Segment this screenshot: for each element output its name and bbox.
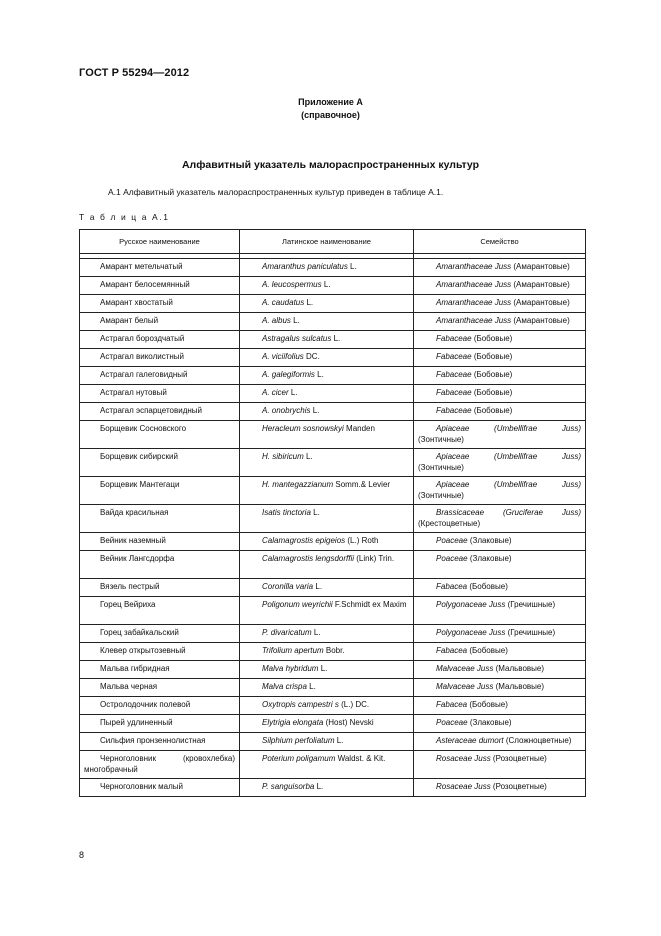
latin-author: L. bbox=[331, 334, 341, 343]
latin-author: (Link) Trin. bbox=[354, 554, 395, 563]
latin-species-name: H. sibiricum bbox=[262, 452, 304, 461]
table-row bbox=[80, 421, 586, 449]
family-latin-name: Amaranthaceae Juss bbox=[436, 316, 512, 325]
latin-species-name: Malva hybridum bbox=[262, 664, 319, 673]
table-row bbox=[80, 779, 586, 797]
cell-russian-name: Борщевик сибирский bbox=[80, 449, 240, 477]
family-russian-name: (Розоцветные) bbox=[490, 754, 547, 763]
cell-family bbox=[414, 551, 586, 579]
cell-russian-name: Амарант белосемянный bbox=[80, 277, 240, 295]
latin-species-name: Poterium poligamum bbox=[262, 754, 336, 763]
table-row bbox=[80, 449, 586, 477]
family-russian-name: (Бобовые) bbox=[471, 388, 513, 397]
family-latin-name: Fabaceae bbox=[436, 406, 472, 415]
latin-author: L. bbox=[310, 406, 320, 415]
appendix-block bbox=[0, 96, 661, 122]
cell-latin-name bbox=[240, 385, 414, 403]
cell-russian-name: Клевер открытозевный bbox=[80, 643, 240, 661]
cell-russian-name: Сильфия пронзеннолистная bbox=[80, 733, 240, 751]
latin-species-name: Silphium perfoliatum bbox=[262, 736, 335, 745]
latin-species-name: Heracleum sosnowskyi bbox=[262, 424, 344, 433]
page-number: 8 bbox=[79, 850, 85, 860]
family-latin-name: Fabaceae bbox=[436, 388, 472, 397]
latin-author: Bobr. bbox=[323, 646, 345, 655]
table-row bbox=[80, 715, 586, 733]
cell-family bbox=[414, 697, 586, 715]
cell-russian-name: Черноголовник (кровохлебка) многобрачный bbox=[80, 751, 240, 779]
table-row bbox=[80, 403, 586, 421]
latin-author: Somm.& Levier bbox=[333, 480, 391, 489]
family-russian-name: (Амарантовые) bbox=[511, 298, 570, 307]
cell-family bbox=[414, 313, 586, 331]
family-latin-name: Poaceae bbox=[436, 718, 468, 727]
latin-species-name: Elytrigia elongata bbox=[262, 718, 324, 727]
latin-author: L. bbox=[304, 298, 314, 307]
cell-russian-name: Амарант белый bbox=[80, 313, 240, 331]
latin-species-name: Coronilla varia bbox=[262, 582, 314, 591]
family-russian-name: (Злаковые) bbox=[467, 536, 512, 545]
cell-latin-name bbox=[240, 625, 414, 643]
table-row bbox=[80, 385, 586, 403]
family-russian-name: (Гречишные) bbox=[505, 628, 556, 637]
family-russian-name: (Бобовые) bbox=[467, 582, 508, 591]
family-latin-name: Amaranthaceae Juss bbox=[436, 262, 512, 271]
latin-author: L. bbox=[313, 582, 323, 591]
latin-species-name: Isatis tinctoria bbox=[262, 508, 311, 517]
latin-author: L. bbox=[318, 664, 328, 673]
family-latin-name: Malvaceae Juss bbox=[436, 664, 494, 673]
latin-species-name: A. caudatus bbox=[262, 298, 305, 307]
family-latin-name: Polygonaceae Juss bbox=[436, 600, 506, 609]
latin-author: L. bbox=[288, 388, 298, 397]
family-latin-name: Rosaceae Juss bbox=[436, 754, 491, 763]
latin-author: L. bbox=[310, 508, 320, 517]
table-row bbox=[80, 733, 586, 751]
cell-family bbox=[414, 679, 586, 697]
cell-family bbox=[414, 625, 586, 643]
table-row bbox=[80, 643, 586, 661]
cell-latin-name bbox=[240, 579, 414, 597]
cell-family bbox=[414, 751, 586, 779]
table-header-row bbox=[80, 230, 586, 254]
family-russian-name: (Амарантовые) bbox=[511, 262, 570, 271]
family-latin-name: Fabacea bbox=[436, 582, 468, 591]
latin-author: L. bbox=[306, 682, 316, 691]
latin-species-name: Trifolium apertum bbox=[262, 646, 324, 655]
table-row bbox=[80, 679, 586, 697]
cell-latin-name bbox=[240, 403, 414, 421]
table-row bbox=[80, 477, 586, 505]
table-row bbox=[80, 505, 586, 533]
family-russian-name: (Зонтичные) bbox=[418, 463, 464, 472]
latin-author: L. bbox=[347, 262, 357, 271]
family-latin-name: Apiaceae (Umbellifrae Juss) bbox=[436, 452, 581, 461]
cell-latin-name bbox=[240, 715, 414, 733]
cell-russian-name: Вязель пестрый bbox=[80, 579, 240, 597]
latin-author: L. bbox=[303, 452, 313, 461]
family-latin-name: Brassicaceae (Gruciferae Juss) bbox=[436, 508, 581, 517]
cell-latin-name bbox=[240, 449, 414, 477]
family-latin-name: Malvaceae Juss bbox=[436, 682, 494, 691]
appendix-title: Приложение А bbox=[298, 97, 363, 107]
cell-latin-name bbox=[240, 779, 414, 797]
cell-latin-name bbox=[240, 551, 414, 579]
latin-author: L. bbox=[334, 736, 344, 745]
family-latin-name: Poaceae bbox=[436, 536, 468, 545]
cell-latin-name bbox=[240, 697, 414, 715]
family-russian-name: (Бобовые) bbox=[467, 700, 508, 709]
cell-russian-name: Амарант хвостатый bbox=[80, 295, 240, 313]
cell-latin-name bbox=[240, 733, 414, 751]
latin-species-name: Amaranthus paniculatus bbox=[262, 262, 348, 271]
family-russian-name: (Амарантовые) bbox=[511, 280, 570, 289]
family-russian-name: (Бобовые) bbox=[471, 352, 513, 361]
cell-russian-name: Борщевик Мантегаци bbox=[80, 477, 240, 505]
family-russian-name: (Мальвовые) bbox=[493, 682, 545, 691]
cell-russian-name: Астрагал виколистный bbox=[80, 349, 240, 367]
header-family: Семейство bbox=[414, 230, 586, 254]
latin-author: F.Schmidt ex Maxim bbox=[332, 600, 407, 609]
cell-family bbox=[414, 533, 586, 551]
cell-russian-name: Вайда красильная bbox=[80, 505, 240, 533]
cell-russian-name: Горец Вейриха bbox=[80, 597, 240, 625]
cell-family bbox=[414, 505, 586, 533]
cell-latin-name bbox=[240, 367, 414, 385]
latin-author: L. bbox=[321, 280, 331, 289]
family-latin-name: Fabaceae bbox=[436, 352, 472, 361]
cell-russian-name: Борщевик Сосновского bbox=[80, 421, 240, 449]
cell-family bbox=[414, 733, 586, 751]
family-russian-name: (Розоцветные) bbox=[490, 782, 547, 791]
crops-table bbox=[79, 229, 586, 797]
cell-russian-name: Мальва гибридная bbox=[80, 661, 240, 679]
family-russian-name: (Мальвовые) bbox=[493, 664, 545, 673]
cell-family bbox=[414, 295, 586, 313]
family-latin-name: Apiaceae (Umbellifrae Juss) bbox=[436, 424, 581, 433]
cell-latin-name bbox=[240, 533, 414, 551]
cell-latin-name bbox=[240, 421, 414, 449]
cell-russian-name: Астрагал эспарцетовидный bbox=[80, 403, 240, 421]
family-latin-name: Polygonaceae Juss bbox=[436, 628, 506, 637]
family-russian-name: (Злаковые) bbox=[467, 718, 512, 727]
cell-latin-name bbox=[240, 295, 414, 313]
latin-species-name: Calamagrostis epigeios bbox=[262, 536, 346, 545]
appendix-note: (справочное) bbox=[301, 110, 360, 120]
cell-russian-name: Остролодочник полевой bbox=[80, 697, 240, 715]
latin-species-name: Malva crispa bbox=[262, 682, 307, 691]
latin-species-name: A. cicer bbox=[262, 388, 289, 397]
table-row bbox=[80, 367, 586, 385]
cell-family bbox=[414, 331, 586, 349]
cell-latin-name bbox=[240, 679, 414, 697]
family-latin-name: Fabaceae bbox=[436, 370, 472, 379]
cell-family bbox=[414, 385, 586, 403]
cell-family bbox=[414, 403, 586, 421]
cell-family bbox=[414, 449, 586, 477]
cell-russian-name: Амарант метельчатый bbox=[80, 259, 240, 277]
table-row bbox=[80, 625, 586, 643]
family-latin-name: Amaranthaceae Juss bbox=[436, 280, 512, 289]
family-russian-name: (Зонтичные) bbox=[418, 435, 464, 444]
latin-species-name: A. viciifolius bbox=[262, 352, 304, 361]
cell-latin-name bbox=[240, 505, 414, 533]
cell-family bbox=[414, 597, 586, 625]
cell-russian-name: Астрагал галеговидный bbox=[80, 367, 240, 385]
family-russian-name: (Амарантовые) bbox=[511, 316, 570, 325]
family-russian-name: (Бобовые) bbox=[471, 406, 513, 415]
family-latin-name: Amaranthaceae Juss bbox=[436, 298, 512, 307]
latin-author: L. bbox=[314, 370, 324, 379]
cell-russian-name: Пырей удлиненный bbox=[80, 715, 240, 733]
family-russian-name: (Сложноцветные) bbox=[503, 736, 572, 745]
latin-species-name: P. sanguisorba bbox=[262, 782, 315, 791]
family-latin-name: Asteraceae dumort bbox=[436, 736, 504, 745]
cell-russian-name: Астрагал бороздчатый bbox=[80, 331, 240, 349]
cell-family bbox=[414, 661, 586, 679]
document-standard-number: ГОСТ Р 55294—2012 bbox=[79, 67, 190, 79]
cell-family bbox=[414, 579, 586, 597]
latin-author: (L.) DC. bbox=[338, 700, 370, 709]
table-row bbox=[80, 277, 586, 295]
family-russian-name: (Крестоцветные) bbox=[418, 519, 481, 528]
cell-family bbox=[414, 349, 586, 367]
family-latin-name: Fabacea bbox=[436, 646, 468, 655]
table-row bbox=[80, 697, 586, 715]
table-row bbox=[80, 295, 586, 313]
latin-species-name: Astragalus sulcatus bbox=[262, 334, 332, 343]
latin-species-name: A. galegiformis bbox=[262, 370, 315, 379]
table-caption: Т а б л и ц а А.1 bbox=[79, 212, 170, 222]
section-heading: Алфавитный указатель малораспространенных культур bbox=[181, 159, 480, 171]
section-intro: А.1 Алфавитный указатель малораспространенных культур приведен в таблице А.1. bbox=[108, 187, 444, 197]
table-row bbox=[80, 551, 586, 579]
family-russian-name: (Бобовые) bbox=[471, 370, 513, 379]
latin-species-name: P. divaricatum bbox=[262, 628, 312, 637]
latin-author: DC. bbox=[303, 352, 320, 361]
cell-latin-name bbox=[240, 277, 414, 295]
table-row bbox=[80, 751, 586, 779]
latin-author: (Host) Nevski bbox=[323, 718, 374, 727]
latin-species-name: Oxytropis campestri s bbox=[262, 700, 339, 709]
cell-latin-name bbox=[240, 751, 414, 779]
header-russian-name: Русское наименование bbox=[80, 230, 240, 254]
cell-family bbox=[414, 779, 586, 797]
cell-family bbox=[414, 259, 586, 277]
family-russian-name: (Гречишные) bbox=[505, 600, 556, 609]
family-russian-name: (Бобовые) bbox=[471, 334, 513, 343]
latin-species-name: H. mantegazzianum bbox=[262, 480, 334, 489]
cell-family bbox=[414, 643, 586, 661]
cell-russian-name: Горец забайкальский bbox=[80, 625, 240, 643]
family-latin-name: Poaceae bbox=[436, 554, 468, 563]
cell-latin-name bbox=[240, 313, 414, 331]
latin-author: L. bbox=[311, 628, 321, 637]
table-row bbox=[80, 331, 586, 349]
cell-family bbox=[414, 421, 586, 449]
table-row bbox=[80, 533, 586, 551]
table-row bbox=[80, 579, 586, 597]
latin-author: L. bbox=[290, 316, 300, 325]
header-latin-name: Латинское наименование bbox=[240, 230, 414, 254]
table-row bbox=[80, 259, 586, 277]
cell-family bbox=[414, 715, 586, 733]
latin-author: L. bbox=[314, 782, 324, 791]
latin-author: Waldst. & Kit. bbox=[335, 754, 386, 763]
cell-family bbox=[414, 367, 586, 385]
cell-russian-name: Черноголовник малый bbox=[80, 779, 240, 797]
cell-latin-name bbox=[240, 643, 414, 661]
cell-family bbox=[414, 277, 586, 295]
latin-species-name: Poligonum weyrichii bbox=[262, 600, 333, 609]
table-row bbox=[80, 313, 586, 331]
latin-author: (L.) Roth bbox=[345, 536, 379, 545]
latin-species-name: Calamagrostis lengsdorffii bbox=[262, 554, 355, 563]
cell-latin-name bbox=[240, 477, 414, 505]
cell-russian-name: Астрагал нутовый bbox=[80, 385, 240, 403]
cell-russian-name: Вейник Лангсдорфа bbox=[80, 551, 240, 579]
latin-species-name: A. albus bbox=[262, 316, 291, 325]
latin-author: Manden bbox=[343, 424, 375, 433]
family-russian-name: (Бобовые) bbox=[467, 646, 508, 655]
cell-latin-name bbox=[240, 597, 414, 625]
table-row bbox=[80, 661, 586, 679]
family-russian-name: (Зонтичные) bbox=[418, 491, 464, 500]
cell-family bbox=[414, 477, 586, 505]
cell-latin-name bbox=[240, 349, 414, 367]
family-latin-name: Rosaceae Juss bbox=[436, 782, 491, 791]
cell-latin-name bbox=[240, 331, 414, 349]
table-row bbox=[80, 349, 586, 367]
latin-species-name: A. onobrychis bbox=[262, 406, 311, 415]
family-latin-name: Fabacea bbox=[436, 700, 468, 709]
cell-russian-name: Вейник наземный bbox=[80, 533, 240, 551]
latin-species-name: A. leucospermus bbox=[262, 280, 322, 289]
cell-latin-name bbox=[240, 259, 414, 277]
family-latin-name: Apiaceae (Umbellifrae Juss) bbox=[436, 480, 581, 489]
cell-russian-name: Мальва черная bbox=[80, 679, 240, 697]
table-row bbox=[80, 597, 586, 625]
family-latin-name: Fabaceae bbox=[436, 334, 472, 343]
cell-latin-name bbox=[240, 661, 414, 679]
family-russian-name: (Злаковые) bbox=[467, 554, 512, 563]
